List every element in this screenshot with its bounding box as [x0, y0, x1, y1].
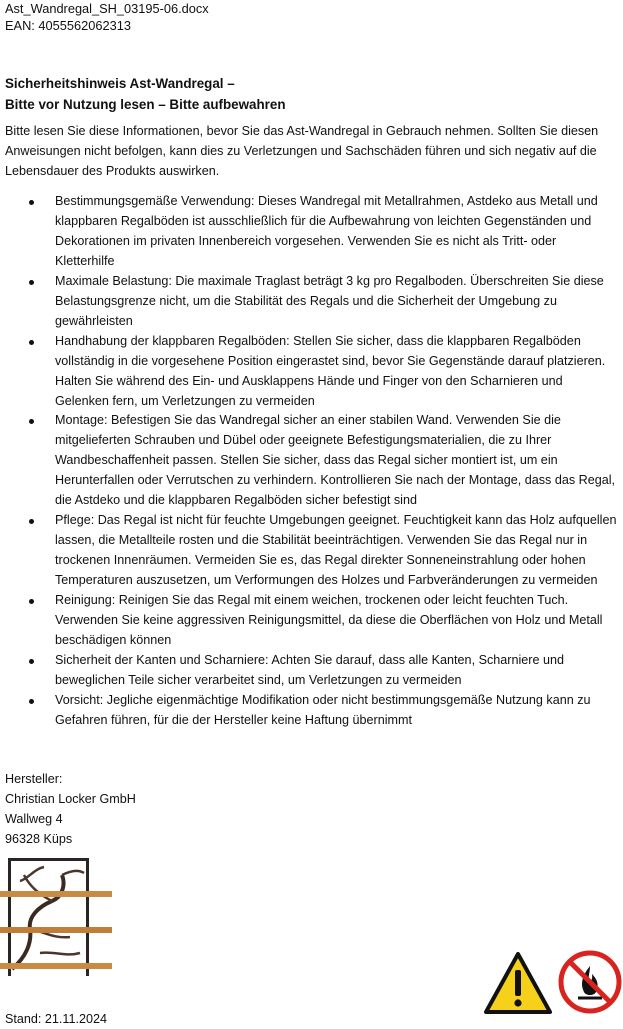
safety-list: [5, 192, 619, 731]
no-open-flame-icon: [558, 950, 622, 1014]
list-item: [5, 691, 619, 731]
filename: Ast_Wandregal_SH_03195-06.docx: [5, 1, 209, 16]
list-item-text: Pflege: Das Regal ist nicht für feuchte Umgebungen geeignet. Feuchtigkeit kann das Holz aufquellen lassen, die Metallteile rosten und die Stabilität beeinträchtigen. Verwenden Sie das Regal nur in trockenen Innenräumen. Vermeiden Sie es, das Regal direkter Sonneneinstrahlung oder hohen Temperaturen auszusetzen, um Verformungen des Holzes und Farbveränderungen zu vermeiden: [55, 513, 617, 588]
list-item-text: Reinigung: Reinigen Sie das Regal mit einem weichen, trockenen oder leicht feuchten Tuch. Verwenden Sie keine aggressiven Reinigungsmittel, da diese die Oberflächen von Holz und Metall beschädigen können: [55, 593, 603, 647]
list-item: [5, 411, 619, 511]
list-item-text: Sicherheit der Kanten und Scharniere: Achten Sie darauf, dass alle Kanten, Scharniere und beweglichen Teile sicher verarbeitet sind, um Verletzungen zu vermeiden: [55, 652, 564, 687]
list-item-text: Handhabung der klappbaren Regalböden: Stellen Sie sicher, dass die klappbaren Regalböden vollständig in die vorgesehene Position eingerastet sind, bevor Sie Gegenstände darauf platzieren. Halten Sie während des Ein- und Ausklappens Hände und Finger von den Scharnieren und Gelenken fern, um Verletzungen zu vermeiden: [55, 333, 606, 408]
document-header: [5, 0, 209, 34]
bullet-icon: [29, 340, 34, 345]
list-item-text: Vorsicht: Jegliche eigenmächtige Modifikation oder nicht bestimmungsgemäße Nutzung kann zu Gefahren führen, für die der Hersteller keine Haftung übernimmt: [55, 692, 591, 727]
intro-paragraph: Bitte lesen Sie diese Informationen, bevor Sie das Ast-Wandregal in Gebrauch nehmen. Sollten Sie diesen Anweisungen nicht befolgen, kann dies zu Verletzungen und Sachschäden führen und sich negativ auf die Lebensdauer des Produkts auswirken.: [5, 124, 599, 178]
list-item: [5, 332, 619, 412]
manufacturer-label: Hersteller:: [5, 772, 63, 786]
page-title: [5, 73, 286, 115]
list-item-text: Montage: Befestigen Sie das Wandregal sicher an einer stabilen Wand. Verwenden Sie die mitgelieferten Schrauben und Dübel oder geeignete Befestigungsmaterialien, die zu Ihrer Wandbeschaffenheit passen. Stellen Sie sicher, dass das Regal sicher montiert ist, um ein Herunterfallen oder Verrutschen zu verhindern. Kontrollieren Sie nach der Montage, dass das Regal, die Astdeko und die klappbaren Regalböden sicher befestigt sind: [55, 413, 616, 508]
warning-triangle-icon: [484, 952, 552, 1014]
manufacturer-block: [5, 769, 136, 849]
bullet-icon: [29, 659, 34, 664]
bullet-icon: [29, 699, 34, 704]
bullet-icon: [29, 200, 34, 205]
bullet-icon: [29, 599, 34, 604]
manufacturer-name: Christian Locker GmbH: [5, 792, 136, 806]
list-item: [5, 272, 619, 332]
list-item: [5, 591, 619, 651]
bullet-icon: [29, 519, 34, 524]
title-line-1: Sicherheitshinweis Ast-Wandregal –: [5, 76, 235, 91]
bullet-icon: [29, 419, 34, 424]
title-line-2: Bitte vor Nutzung lesen – Bitte aufbewahren: [5, 97, 286, 112]
ean-code: EAN: 4055562062313: [5, 18, 131, 33]
list-item-text: Bestimmungsgemäße Verwendung: Dieses Wandregal mit Metallrahmen, Astdeko aus Metall und klappbaren Regalböden ist ausschließlich für die Aufbewahrung von leichten Gegenständen und Dekorationen im privaten Innenbereich vorgesehen. Verwenden Sie es nicht als Tritt- oder Kletterhilfe: [55, 194, 598, 268]
branch-wall-shelf-image: [0, 857, 115, 979]
list-item: [5, 511, 619, 591]
list-item: [5, 192, 619, 272]
bullet-icon: [29, 280, 34, 285]
list-item-text: Maximale Belastung: Die maximale Traglast beträgt 3 kg pro Regalboden. Überschreiten Sie diese Belastungsgrenze nicht, um die Stabilität des Regals und die Sicherheit der Umgebung zu gewährleisten: [55, 273, 604, 328]
document-date: Stand: 21.11.2024: [5, 1012, 108, 1026]
manufacturer-street: Wallweg 4: [5, 812, 63, 826]
manufacturer-city: 96328 Küps: [5, 832, 73, 846]
list-item: [5, 651, 619, 691]
